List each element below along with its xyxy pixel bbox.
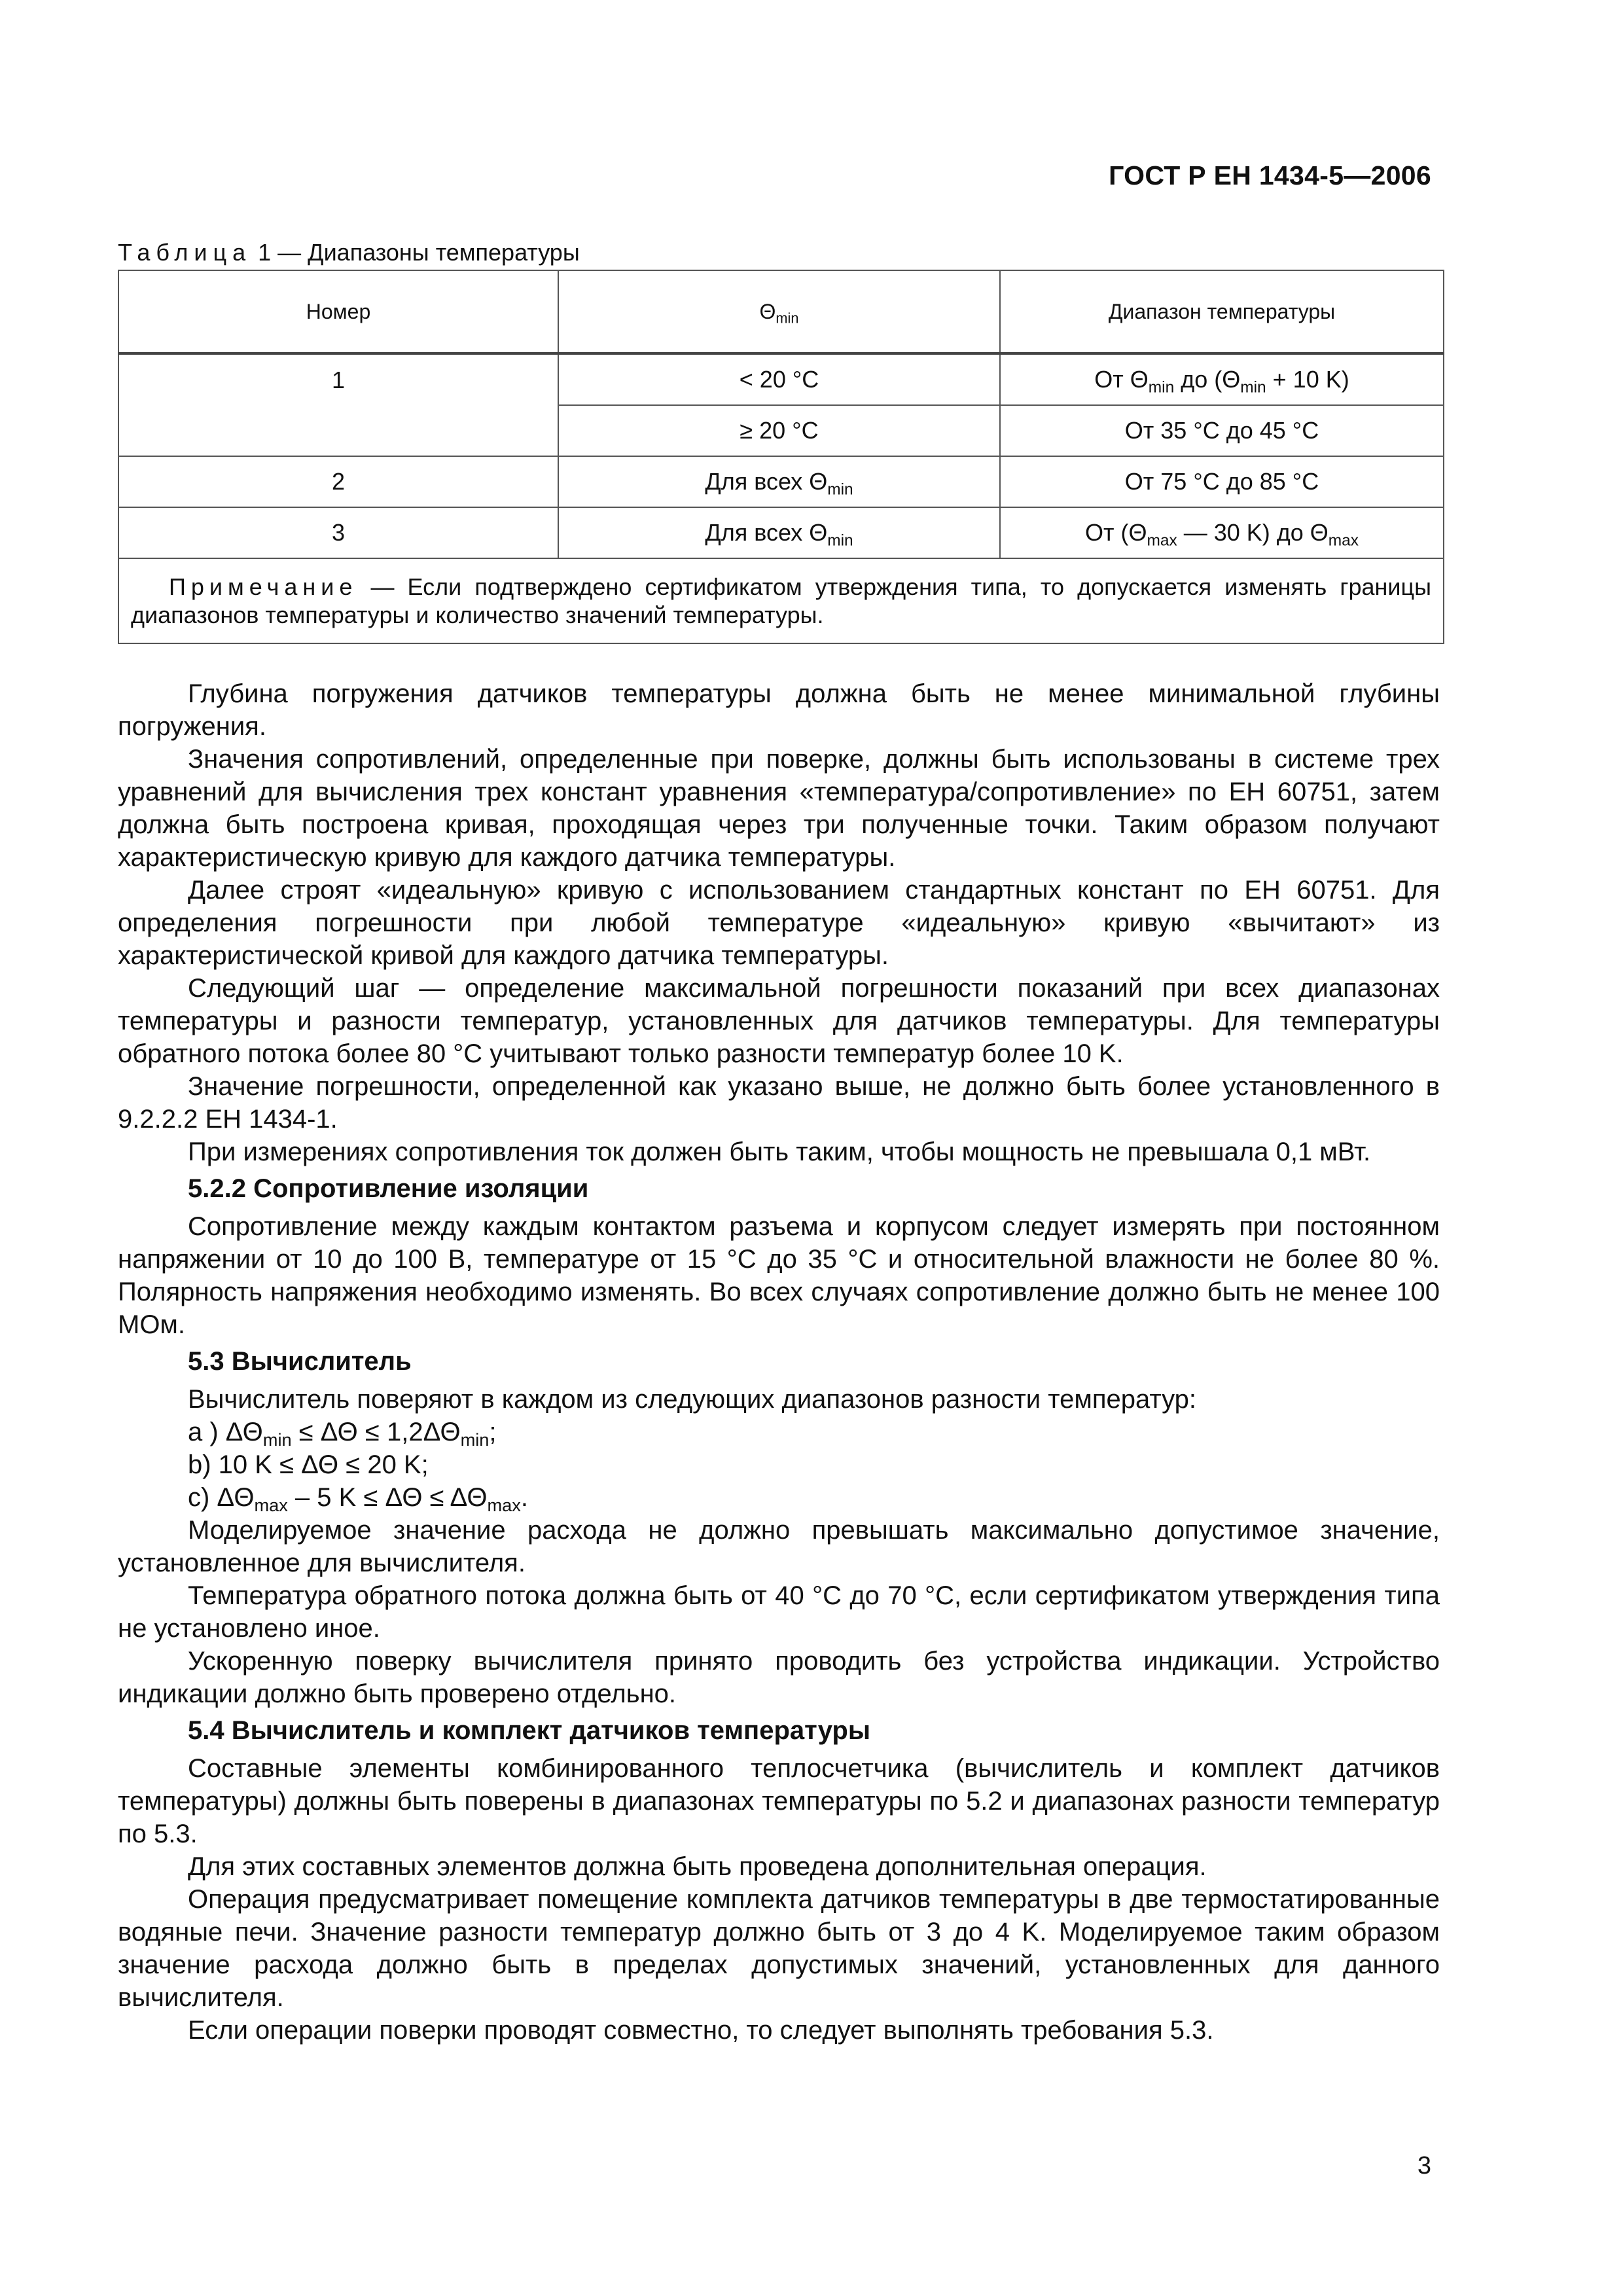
table-note-row xyxy=(118,558,1444,643)
table-row xyxy=(118,456,1444,507)
paragraph: Вычислитель поверяют в каждом из следующих диапазонов разности температур: xyxy=(188,1385,1197,1414)
table-header-row xyxy=(118,270,1444,353)
section-heading-5-3: 5.3 Вычислитель xyxy=(188,1347,412,1376)
note-text: — Если подтверждено сертификатом утверждения типа, то допускается изменять границы диапазонов температуры и количество значений температуры. xyxy=(131,573,1431,628)
paragraph: Следующий шаг — определение максимальной погрешности показаний при всех диапазонах температуры и разности температур, установленных для датчиков температуры. Для температуры обратного потока более 80 °C учитывают только разности температур более 10 K. xyxy=(118,974,1440,1068)
section-heading-5-2-2: 5.2.2 Сопротивление изоляции xyxy=(188,1174,589,1203)
cell-range: От $\Theta_{min}$ до ($\Theta_{min} + 10$ K) xyxy=(1000,353,1444,405)
section-heading-5-4: 5.4 Вычислитель и комплект датчиков температуры xyxy=(188,1716,871,1745)
header-theta-min: $\Theta_{min}$ xyxy=(558,270,1000,353)
paragraph: Ускоренную поверку вычислителя принято проводить без устройства индикации. Устройство индикации должно быть проверено отдельно. xyxy=(118,1647,1440,1708)
cell-number: 1 xyxy=(118,353,558,456)
cell-range: От 75 °C до 85 °C xyxy=(1000,456,1444,507)
cell-theta: Для всех $\Theta_{min}$ xyxy=(558,456,1000,507)
paragraph: Моделируемое значение расхода не должно превышать максимально допустимое значение, установленное для вычислителя. xyxy=(118,1516,1440,1577)
temperature-ranges-table xyxy=(118,270,1444,644)
cell-theta: < 20 °C xyxy=(558,353,1000,405)
paragraph: Температура обратного потока должна быть от 40 °C до 70 °C, если сертификатом утверждения типа не установлено иное. xyxy=(118,1581,1440,1643)
table-caption-title: 1 — Диапазоны температуры xyxy=(251,239,580,266)
cell-theta: ≥ 20 °C xyxy=(558,405,1000,456)
body-text xyxy=(118,677,1440,2047)
table-row xyxy=(118,353,1444,405)
paragraph: Сопротивление между каждым контактом разъема и корпусом следует измерять при постоянном напряжении от 10 до 100 В, температуре от 15 °C до 35 °C и относительной влажности не более 80 %. Полярность напряжения необходимо изменять. Во всех случаях сопротивление должно быть не менее 100 МОм. xyxy=(118,1212,1440,1339)
cell-range: От 35 °C до 45 °C xyxy=(1000,405,1444,456)
paragraph: При измерениях сопротивления ток должен быть таким, чтобы мощность не превышала 0,1 мВт. xyxy=(188,1138,1371,1166)
document-code: ГОСТ Р ЕН 1434-5—2006 xyxy=(1109,160,1431,190)
list-item-a: a ) $\Delta\Theta_{min} \le \Delta\Theta \le 1,2\Delta\Theta_{min}$; xyxy=(188,1418,497,1450)
table-caption-word: Таблица xyxy=(118,239,252,266)
paragraph: Значения сопротивлений, определенные при поверке, должны быть использованы в системе трех уравнений для вычисления трех констант уравнения «температура/сопротивление» по ЕН 60751, затем должна быть построена кривая, проходящая через три полученные точки. Таким образом получают характеристическую кривую для каждого датчика температуры. xyxy=(118,745,1440,872)
paragraph: Глубина погружения датчиков температуры должна быть не менее минимальной глубины погружения. xyxy=(118,679,1440,741)
paragraph: Далее строят «идеальную» кривую с использованием стандартных констант по ЕН 60751. Для определения погрешности при любой температуре «идеальную» кривую «вычитают» из характеристической кривой для каждого датчика температуры. xyxy=(118,876,1440,970)
cell-theta: Для всех $\Theta_{min}$ xyxy=(558,507,1000,558)
cell-number: 2 xyxy=(118,456,558,507)
header-range: Диапазон температуры xyxy=(1000,270,1444,353)
cell-range: От ($\Theta_{max}$ — 30 K) до $\Theta_{max}$ xyxy=(1000,507,1444,558)
table-row xyxy=(118,507,1444,558)
page-number: 3 xyxy=(1417,2152,1431,2179)
paragraph: Если операции поверки проводят совместно, то следует выполнять требования 5.3. xyxy=(188,2016,1214,2045)
paragraph: Операция предусматривает помещение комплекта датчиков температуры в две термостатированные водяные печи. Значение разности температур должно быть от 3 до 4 K. Моделируемое таким образом значение расхода должно быть в пределах допустимых значений, установленных для данного вычислителя. xyxy=(118,1885,1440,2012)
note-label: Примечание xyxy=(169,573,358,600)
header-number: Номер xyxy=(118,270,558,353)
list-item-c: c) $\Delta\Theta_{max} - 5$ $K \le \Delta\Theta \le \Delta\Theta_{max}$. xyxy=(188,1483,528,1516)
paragraph: Составные элементы комбинированного теплосчетчика (вычислитель и комплект датчиков температуры) должны быть поверены в диапазонах температуры по 5.2 и диапазонах разности температур по 5.3. xyxy=(118,1754,1440,1848)
paragraph: Для этих составных элементов должна быть проведена дополнительная операция. xyxy=(188,1852,1207,1881)
list-item-b: b) 10 K ≤ ΔΘ ≤ 20 K; xyxy=(188,1450,429,1479)
cell-number: 3 xyxy=(118,507,558,558)
paragraph: Значение погрешности, определенной как указано выше, не должно быть более установленного в 9.2.2.2 ЕН 1434-1. xyxy=(118,1072,1440,1134)
table-note xyxy=(118,558,1444,643)
table-caption xyxy=(118,239,580,266)
